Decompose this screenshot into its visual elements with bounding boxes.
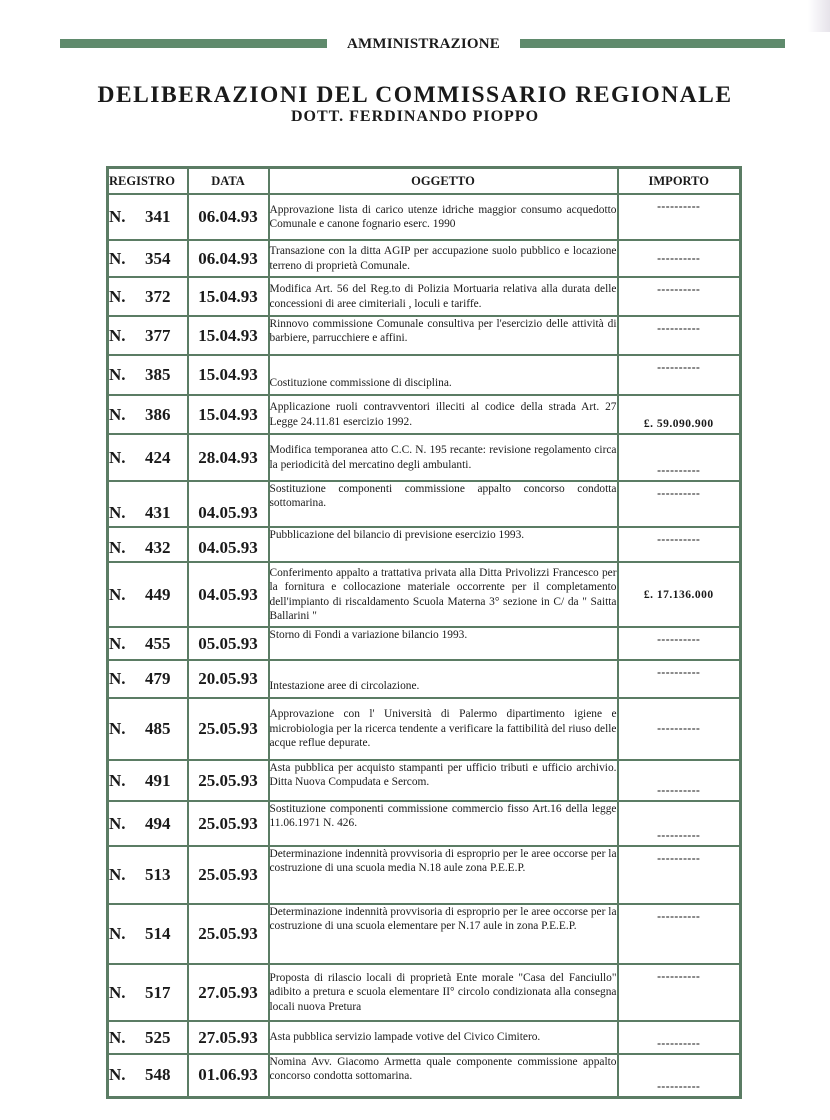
registro-number: 341 (145, 207, 171, 226)
registro-prefix: N. (109, 447, 126, 467)
oggetto-cell (269, 801, 618, 846)
registro-prefix: N. (109, 1027, 126, 1047)
registro-number: 494 (145, 813, 171, 833)
data-cell: 25.05.93 (188, 698, 269, 760)
oggetto-text: Determinazione indennità provvisoria di esproprio per le aree occorse per la costruzione di una scuola media N.18 aule zona P.E.E.P. (269, 848, 617, 875)
registro-number: 372 (145, 286, 171, 306)
oggetto-cell (269, 395, 618, 434)
importo-value: ---------- (657, 911, 701, 923)
importo-value: ---------- (657, 667, 701, 679)
data-cell: 27.05.93 (188, 964, 269, 1021)
oggetto-cell (269, 562, 618, 627)
oggetto-text: Transazione con la ditta AGIP per accupazione suolo pubblico e locazione terreno di proprietà Comunale. (269, 245, 617, 272)
data-cell: 01.06.93 (188, 1054, 269, 1097)
importo-cell (618, 527, 741, 562)
data-cell: 15.04.93 (188, 395, 269, 434)
data-cell: 27.05.93 (188, 1021, 269, 1054)
oggetto-text: Modifica Art. 56 del Reg.to di Polizia Mortuaria relativa alla durata delle concessioni di aree cimiteriali , loculi e tariffe. (269, 283, 617, 310)
oggetto-text: Intestazione aree di circolazione. (269, 679, 420, 692)
data-cell: 20.05.93 (188, 660, 269, 698)
importo-value: ---------- (657, 634, 701, 646)
oggetto-cell (269, 1021, 618, 1054)
oggetto-cell (269, 964, 618, 1021)
importo-cell (618, 1054, 741, 1097)
registro-prefix: N. (109, 248, 126, 268)
importo-cell (618, 395, 741, 434)
oggetto-cell (269, 1054, 618, 1097)
data-cell: 25.05.93 (188, 904, 269, 964)
oggetto-text: Nomina Avv. Giacomo Armetta quale componente commissione appalto concorso condotta sottomarina. (269, 1056, 617, 1083)
importo-cell (618, 316, 741, 355)
data-cell: 15.04.93 (188, 277, 269, 316)
oggetto-text: Asta pubblica per acquisto stampanti per ufficio tributi e ufficio archivio. Ditta Nuova Compudata e Sercom. (269, 762, 617, 789)
column-header-registro: REGISTRO (108, 168, 188, 195)
importo-value: ---------- (657, 362, 701, 374)
registro-cell (108, 240, 188, 277)
registro-number: 431 (145, 503, 171, 522)
table-row (108, 395, 741, 434)
registro-cell (108, 760, 188, 801)
registro-cell (108, 316, 188, 355)
registro-cell (108, 562, 188, 627)
registro-prefix: N. (109, 404, 126, 424)
registro-number: 385 (145, 365, 171, 384)
table-row (108, 240, 741, 277)
registro-number: 354 (145, 248, 171, 268)
table-row (108, 698, 741, 760)
data-cell: 06.04.93 (188, 240, 269, 277)
oggetto-cell (269, 760, 618, 801)
registro-number: 479 (145, 669, 171, 688)
column-header-importo: IMPORTO (618, 168, 741, 195)
oggetto-cell (269, 527, 618, 562)
importo-value: ---------- (657, 830, 701, 842)
registro-number: 455 (145, 633, 171, 653)
importo-value: ---------- (657, 465, 701, 477)
banner-rule-left (60, 39, 327, 48)
registro-number: 377 (145, 325, 171, 345)
importo-value: ---------- (657, 252, 701, 265)
table-row (108, 1054, 741, 1097)
importo-value: ---------- (657, 1038, 701, 1050)
table-row (108, 904, 741, 964)
data-cell: 06.04.93 (188, 194, 269, 240)
registro-number: 517 (145, 982, 171, 1002)
data-cell: 25.05.93 (188, 801, 269, 846)
importo-cell (618, 760, 741, 801)
table-row (108, 194, 741, 240)
importo-cell (618, 660, 741, 698)
oggetto-text: Costituzione commissione di disciplina. (269, 376, 452, 389)
registro-prefix: N. (109, 719, 126, 738)
registro-cell (108, 904, 188, 964)
importo-cell (618, 698, 741, 760)
registro-cell (108, 1054, 188, 1097)
registro-prefix: N. (109, 770, 126, 790)
registro-cell (108, 964, 188, 1021)
registro-cell (108, 355, 188, 395)
deliberations-table (106, 166, 742, 1099)
table-row (108, 760, 741, 801)
oggetto-text: Sostituzione componenti commissione commercio fisso Art.16 della legge 11.06.1971 N. 426. (269, 803, 617, 830)
table-row (108, 846, 741, 904)
registro-number: 514 (145, 924, 171, 943)
oggetto-cell (269, 698, 618, 760)
registro-cell (108, 1021, 188, 1054)
importo-cell (618, 801, 741, 846)
registro-prefix: N. (109, 865, 126, 884)
oggetto-cell (269, 355, 618, 395)
table-row (108, 660, 741, 698)
oggetto-cell (269, 240, 618, 277)
importo-value: ---------- (657, 534, 701, 546)
importo-cell (618, 194, 741, 240)
oggetto-text: Determinazione indennità provvisoria di esproprio per le aree occorse per la costruzione di una scuola elementare per N.17 aule in zona P.E.E.P. (269, 906, 617, 933)
data-cell: 25.05.93 (188, 760, 269, 801)
importo-cell (618, 240, 741, 277)
importo-value: £. 59.090.900 (643, 418, 714, 430)
table-row (108, 277, 741, 316)
data-cell: 28.04.93 (188, 434, 269, 481)
registro-cell (108, 627, 188, 660)
registro-prefix: N. (109, 538, 126, 557)
registro-number: 424 (145, 447, 171, 467)
registro-prefix: N. (109, 503, 126, 522)
registro-number: 513 (145, 865, 171, 884)
table-row (108, 1021, 741, 1054)
banner-rule-right (520, 39, 785, 48)
registro-cell (108, 846, 188, 904)
page-edge-shadow (808, 0, 830, 32)
registro-number: 525 (145, 1027, 171, 1047)
importo-value: £. 17.136.000 (643, 588, 714, 601)
importo-cell (618, 277, 741, 316)
registro-prefix: N. (109, 813, 126, 833)
oggetto-cell (269, 627, 618, 660)
importo-value: ---------- (657, 201, 701, 213)
registro-prefix: N. (109, 633, 126, 653)
registro-cell (108, 194, 188, 240)
registro-cell (108, 698, 188, 760)
registro-prefix: N. (109, 207, 126, 226)
importo-cell (618, 964, 741, 1021)
registro-prefix: N. (109, 584, 126, 604)
column-header-data: DATA (188, 168, 269, 195)
table-row (108, 355, 741, 395)
importo-value: ---------- (657, 723, 701, 735)
oggetto-cell (269, 846, 618, 904)
table-row (108, 801, 741, 846)
registro-prefix: N. (109, 924, 126, 943)
registro-cell (108, 434, 188, 481)
oggetto-text: Storno di Fondi a variazione bilancio 1993. (269, 629, 468, 641)
registro-cell (108, 395, 188, 434)
data-cell: 15.04.93 (188, 355, 269, 395)
data-cell: 04.05.93 (188, 562, 269, 627)
page-title: DELIBERAZIONI DEL COMMISSARIO REGIONALE (97, 82, 733, 108)
registro-number: 485 (145, 719, 171, 738)
table-row (108, 481, 741, 527)
registro-cell (108, 481, 188, 527)
importo-cell (618, 481, 741, 527)
registro-number: 449 (145, 584, 171, 604)
importo-cell (618, 355, 741, 395)
registro-cell (108, 660, 188, 698)
importo-value: ---------- (657, 284, 701, 296)
oggetto-cell (269, 434, 618, 481)
registro-number: 432 (145, 538, 171, 557)
registro-prefix: N. (109, 982, 126, 1002)
data-cell: 05.05.93 (188, 627, 269, 660)
registro-prefix: N. (109, 669, 126, 688)
oggetto-text: Sostituzione componenti commissione appalto concorso condotta sottomarina. (269, 483, 617, 510)
column-header-oggetto: OGGETTO (269, 168, 618, 195)
oggetto-text: Approvazione con l' Università di Palermo dipartimento igiene e microbiologia per la ricerca tendente a verificare la fattibilità del riuso delle acque reflue depurate. (269, 708, 617, 750)
table-row (108, 316, 741, 355)
oggetto-cell (269, 316, 618, 355)
registro-number: 491 (145, 770, 171, 790)
importo-value: ---------- (657, 971, 701, 983)
importo-value: ---------- (657, 785, 701, 797)
table-row (108, 964, 741, 1021)
registro-prefix: N. (109, 1065, 126, 1085)
oggetto-text: Proposta di rilascio locali di proprietà Ente morale "Casa del Fanciullo" adibito a pretura e scuola elementare II° circolo condizionata alla consegna locali nuova Pretura (269, 971, 617, 1013)
table-row (108, 627, 741, 660)
section-label: AMMINISTRAZIONE (346, 36, 500, 52)
importo-cell (618, 562, 741, 627)
importo-cell (618, 434, 741, 481)
importo-cell (618, 627, 741, 660)
importo-value: ---------- (657, 1080, 701, 1093)
registro-prefix: N. (109, 365, 126, 384)
oggetto-cell (269, 277, 618, 316)
table-row (108, 434, 741, 481)
oggetto-cell (269, 904, 618, 964)
registro-cell (108, 801, 188, 846)
page-subtitle: DOTT. FERDINANDO PIOPPO (290, 108, 540, 125)
oggetto-cell (269, 194, 618, 240)
registro-cell (108, 277, 188, 316)
oggetto-text: Applicazione ruoli contravventori illeciti al codice della strada Art. 27 Legge 24.11.81 esercizio 1992. (269, 401, 617, 428)
oggetto-text: Rinnovo commissione Comunale consultiva per l'esercizio delle attività di barbiere, parrucchiere e affini. (269, 318, 617, 345)
registro-number: 386 (145, 404, 171, 424)
importo-value: ---------- (657, 488, 701, 500)
importo-cell (618, 846, 741, 904)
registro-prefix: N. (109, 325, 126, 345)
oggetto-text: Asta pubblica servizio lampade votive del Civico Cimitero. (269, 1031, 541, 1044)
table-row (108, 562, 741, 627)
registro-number: 548 (145, 1065, 171, 1085)
importo-cell (618, 904, 741, 964)
oggetto-text: Modifica temporanea atto C.C. N. 195 recante: revisione regolamento circa la periodicità del mercatino degli ambulanti. (269, 444, 617, 471)
table-header-row (108, 168, 741, 195)
registro-cell (108, 527, 188, 562)
data-cell: 15.04.93 (188, 316, 269, 355)
oggetto-cell (269, 481, 618, 527)
importo-value: ---------- (657, 323, 701, 335)
data-cell: 04.05.93 (188, 527, 269, 562)
registro-prefix: N. (109, 286, 126, 306)
data-cell: 25.05.93 (188, 846, 269, 904)
oggetto-cell (269, 660, 618, 698)
importo-value: ---------- (657, 853, 701, 865)
data-cell: 04.05.93 (188, 481, 269, 527)
oggetto-text: Conferimento appalto a trattativa privata alla Ditta Privolizzi Francesco per la fornitura e collocazione materiale occorrente per il completamento dell'impianto di riscaldamento Scuola Materna 3° sezione in C/ da " Saitta Ballarini " (269, 566, 617, 622)
oggetto-text: Approvazione lista di carico utenze idriche maggior consumo acquedotto Comunale e canone fognario eserc. 1990 (269, 203, 617, 230)
oggetto-text: Pubblicazione del bilancio di previsione esercizio 1993. (269, 529, 525, 541)
table-row (108, 527, 741, 562)
importo-cell (618, 1021, 741, 1054)
